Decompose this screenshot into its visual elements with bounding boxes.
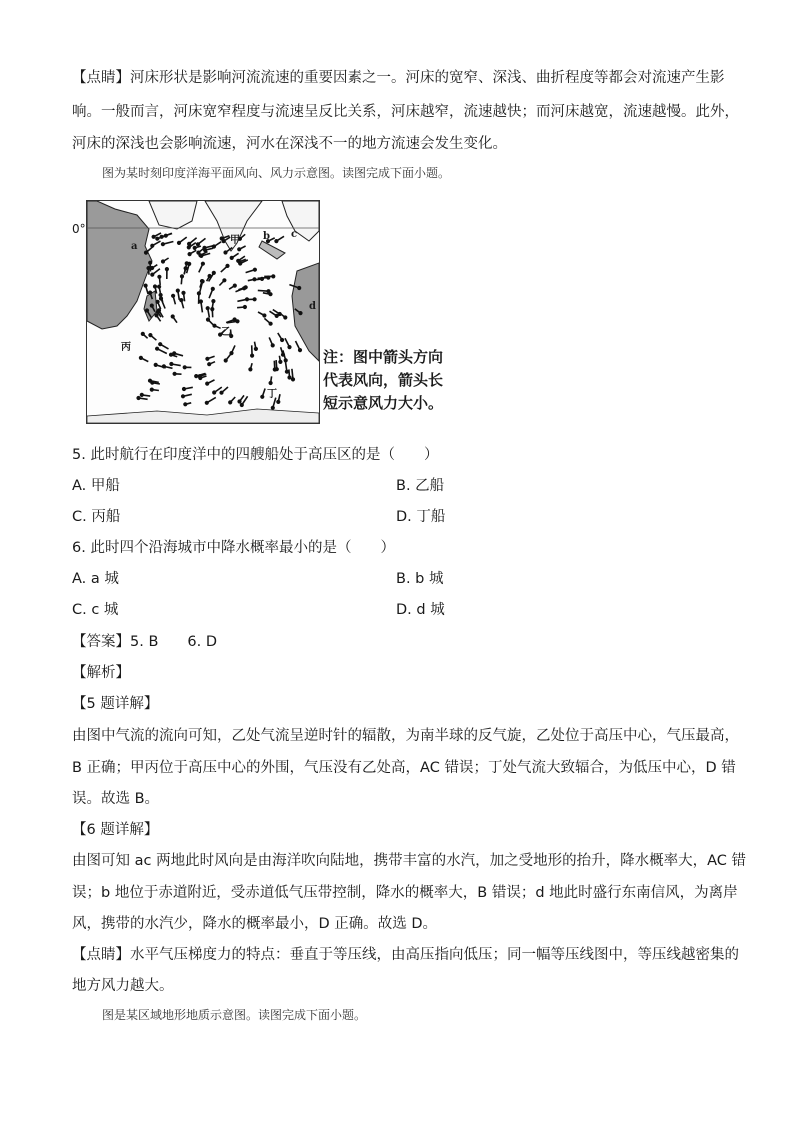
analysis-heading: 【解析】 <box>72 665 130 681</box>
wind-arrow-head <box>197 251 200 254</box>
wind-arrow-head <box>269 293 272 296</box>
tip2-line: 地方风力越大。 <box>72 978 174 994</box>
q6-option-b: B. b 城 <box>396 571 444 587</box>
wind-arrow-head <box>141 394 144 397</box>
wind-arrow-head <box>281 339 284 342</box>
detail-5-line: 误。故选 B。 <box>72 791 160 807</box>
q6-option-c: C. c 城 <box>72 602 119 618</box>
wind-arrow-head <box>149 334 152 337</box>
wind-arrow-head <box>145 251 148 254</box>
wind-arrow-head <box>255 348 258 351</box>
wind-arrow-head <box>275 315 278 318</box>
wind-arrow-head <box>172 295 175 298</box>
wind-arrow-head <box>195 375 198 378</box>
q6-option-d: D. d 城 <box>396 602 445 618</box>
wind-arrow-head <box>151 381 154 384</box>
wind-arrow-head <box>243 287 246 290</box>
wind-arrow-head <box>144 284 147 287</box>
q5-option-a: A. 甲船 <box>72 478 120 494</box>
wind-arrow-head <box>284 316 287 319</box>
wind-arrow-head <box>166 268 169 271</box>
wind-arrow-head <box>183 366 186 369</box>
wind-arrow-head <box>180 299 183 302</box>
wind-arrow-head <box>272 407 275 410</box>
wind-arrow-head <box>275 240 278 243</box>
wind-arrow-head <box>212 288 215 291</box>
wind-arrow-head <box>171 315 174 318</box>
wind-arrow-head <box>202 262 205 265</box>
wind-arrow-head <box>158 285 161 288</box>
wind-arrow-head <box>212 300 215 303</box>
wind-arrow-head <box>213 272 216 275</box>
equator-label: 0° <box>72 222 86 236</box>
africa-landmass <box>87 201 152 329</box>
wind-arrow-head <box>140 357 143 360</box>
detail-6-line: 误；b 地位于赤道附近，受赤道低气压带控制，降水的概率大，B 错误；d 地此时盛行东南信风，为离岸 <box>72 885 738 901</box>
wind-arrow-head <box>155 314 158 317</box>
wind-arrow-head <box>271 344 274 347</box>
wind-arrow-head <box>254 268 257 271</box>
wind-arrow-head <box>288 376 291 379</box>
wind-arrow-head <box>208 275 211 278</box>
ship-yi-label: 乙 <box>221 327 231 338</box>
wind-arrow-head <box>182 395 185 398</box>
wind-arrow-head <box>234 284 237 287</box>
wind-arrow-head <box>292 378 295 381</box>
q5-option-b: B. 乙船 <box>396 478 445 494</box>
wind-arrow-head <box>183 388 186 391</box>
wind-arrow-head <box>272 275 275 278</box>
wind-arrow-head <box>159 343 162 346</box>
city-a-label: a <box>131 241 138 252</box>
wind-arrow-head <box>159 294 162 297</box>
wind-arrow-head <box>224 359 227 362</box>
wind-arrow-head <box>238 261 241 264</box>
ship-bing-label: 丙 <box>121 342 131 353</box>
city-b-label: b <box>263 231 270 242</box>
wind-arrow-head <box>274 368 277 371</box>
wind-arrow-head <box>199 377 202 380</box>
q6-option-a: A. a 城 <box>72 571 119 587</box>
wind-arrow-head <box>156 301 159 304</box>
wind-map <box>86 200 320 424</box>
wind-arrow-head <box>173 352 176 355</box>
detail-5-heading: 【5 题详解】 <box>72 696 159 712</box>
wind-arrow-head <box>185 262 188 265</box>
wind-arrow-head <box>207 318 210 321</box>
wind-arrow-head <box>224 251 227 254</box>
wind-arrow-head <box>253 298 256 301</box>
wind-arrow-head <box>156 347 159 350</box>
city-c-label: c <box>291 229 298 240</box>
wind-arrow-head <box>206 402 209 405</box>
wind-arrow-head <box>226 265 229 268</box>
wind-arrow-head <box>241 404 244 407</box>
wind-arrow-head <box>278 313 281 316</box>
city-d-label: d <box>309 301 316 312</box>
wind-arrow-head <box>277 401 280 404</box>
wind-arrow-head <box>233 318 236 321</box>
australia-landmass <box>292 263 319 361</box>
wind-arrow-head <box>269 322 272 325</box>
wind-arrow-head <box>220 391 223 394</box>
wind-arrow-head <box>288 346 291 349</box>
wind-arrow-head <box>238 248 241 251</box>
wind-arrow-head <box>181 275 184 278</box>
wind-arrow-head <box>152 236 155 239</box>
detail-6-line: 风，携带的水汽少，降水的概率最小，D 正确。故选 D。 <box>72 916 438 932</box>
wind-arrow-head <box>188 246 191 249</box>
antarctica-landmass <box>87 409 319 423</box>
ship-ding-label: 丁 <box>267 389 277 400</box>
wind-arrow-head <box>213 391 216 394</box>
wind-arrow-head <box>147 267 150 270</box>
wind-arrow-head <box>188 243 191 246</box>
wind-arrow-head <box>193 247 196 250</box>
next-figure-caption: 图是某区域地形地质示意图。读图完成下面小题。 <box>102 1008 367 1022</box>
tip-line: 河床的深浅也会影响流速，河水在深浅不一的地方流速会发生变化。 <box>72 136 507 152</box>
wind-arrow-head <box>162 243 165 246</box>
wind-arrow-head <box>229 401 232 404</box>
wind-arrow-head <box>178 242 181 245</box>
wind-arrow-head <box>249 368 252 371</box>
tip2-line: 【点睛】水平气压梯度力的特点：垂直于等压线，由高压指向低压；同一幅等压线图中，等压线越密集的 <box>72 947 739 963</box>
detail-5-line: 由图中气流的流向可知，乙处气流呈逆时针的辐散，为南半球的反气旋，乙处位于高压中心，气压最高， <box>72 728 739 744</box>
wind-arrow-head <box>263 314 266 317</box>
wind-arrow-head <box>151 388 154 391</box>
wind-arrow-head <box>188 253 191 256</box>
q5-option-d: D. 丁船 <box>396 509 446 525</box>
wind-arrow-head <box>230 257 233 260</box>
figure-caption: 图为某时刻印度洋海平面风向、风力示意图。读图完成下面小题。 <box>102 166 451 180</box>
question-6-stem: 6. 此时四个沿海城市中降水概率最小的是（ ） <box>72 540 395 556</box>
wind-arrow-head <box>162 260 165 263</box>
wind-arrow-head <box>156 237 159 240</box>
wind-arrow-head <box>163 365 166 368</box>
wind-arrow-head <box>184 403 187 406</box>
detail-6-line: 由图可知 ac 两地此时风向是由海洋吹向陆地，携带丰富的水汽，加之受地形的抬升，降水概率大，AC 错 <box>72 853 746 869</box>
wind-arrow-head <box>298 287 301 290</box>
ship-jia-label: 甲 <box>230 235 240 246</box>
wind-arrow-head <box>236 320 239 323</box>
wind-arrow-head <box>149 291 152 294</box>
wind-arrow-head <box>206 358 209 361</box>
question-5-stem: 5. 此时航行在印度洋中的四艘船处于高压区的是（ ） <box>72 447 439 463</box>
wind-arrow-head <box>173 373 176 376</box>
wind-arrow-head <box>137 397 140 400</box>
sumatra-landmass <box>259 241 285 259</box>
wind-arrow-head <box>200 300 203 303</box>
wind-arrow-head <box>286 370 289 373</box>
arabia-landmass <box>149 201 197 229</box>
wind-arrow-head <box>170 353 173 356</box>
wind-arrow-head <box>200 255 203 258</box>
wind-arrow-head <box>279 361 282 364</box>
wind-arrow-head <box>299 349 302 352</box>
wind-arrow-head <box>177 289 180 292</box>
tip-line: 【点睛】河床形状是影响河流流速的重要因素之一。河床的宽窄、深浅、曲折程度等都会对流速产生影 <box>72 70 725 86</box>
wind-arrow-head <box>299 312 302 315</box>
wind-arrow-head <box>220 237 223 240</box>
wind-arrow-head <box>151 304 154 307</box>
wind-arrow-head <box>157 311 160 314</box>
se-asia-landmass <box>282 201 319 241</box>
wind-arrow-head <box>284 359 287 362</box>
map-drawing <box>87 201 319 423</box>
wind-arrow-head <box>208 363 211 366</box>
wind-arrow-head <box>182 292 185 295</box>
detail-6-heading: 【6 题详解】 <box>72 822 159 838</box>
tip-line: 响。一般而言，河床宽窄程度与流速呈反比关系，河床越窄，流速越快；而河床越宽，流速越慢。此外， <box>72 104 739 120</box>
wind-arrow-head <box>269 382 272 385</box>
wind-arrow-head <box>142 333 145 336</box>
wind-arrow-head <box>154 285 157 288</box>
wind-arrow-head <box>149 261 152 264</box>
wind-arrow-head <box>146 309 149 312</box>
wind-arrow-head <box>201 280 204 283</box>
wind-arrow-head <box>244 306 247 309</box>
wind-arrow-head <box>223 279 226 282</box>
wind-arrow-head <box>151 273 154 276</box>
wind-arrow-head <box>154 364 157 367</box>
wind-arrow-head <box>206 382 209 385</box>
wind-arrow-head <box>251 354 254 357</box>
wind-arrow-head <box>267 290 270 293</box>
wind-arrow-head <box>261 396 264 399</box>
wind-arrow-head <box>197 243 200 246</box>
map-note: 注：图中箭头方向代表风向，箭头长短示意风力大小。 <box>323 348 444 412</box>
wind-arrow-head <box>261 278 264 281</box>
q5-option-c: C. 丙船 <box>72 509 121 525</box>
wind-arrow-head <box>158 276 161 279</box>
wind-arrow-head <box>206 307 209 310</box>
detail-5-line: B 正确；甲丙位于高压中心的外围，气压没有乙处高，AC 错误；丁处气流大致辐合，为低压中心，D 错 <box>72 760 736 776</box>
wind-arrow-head <box>198 292 201 295</box>
wind-arrow-head <box>238 400 241 403</box>
wind-arrow-head <box>170 363 173 366</box>
answer-line: 【答案】5. B 6. D <box>72 634 217 650</box>
